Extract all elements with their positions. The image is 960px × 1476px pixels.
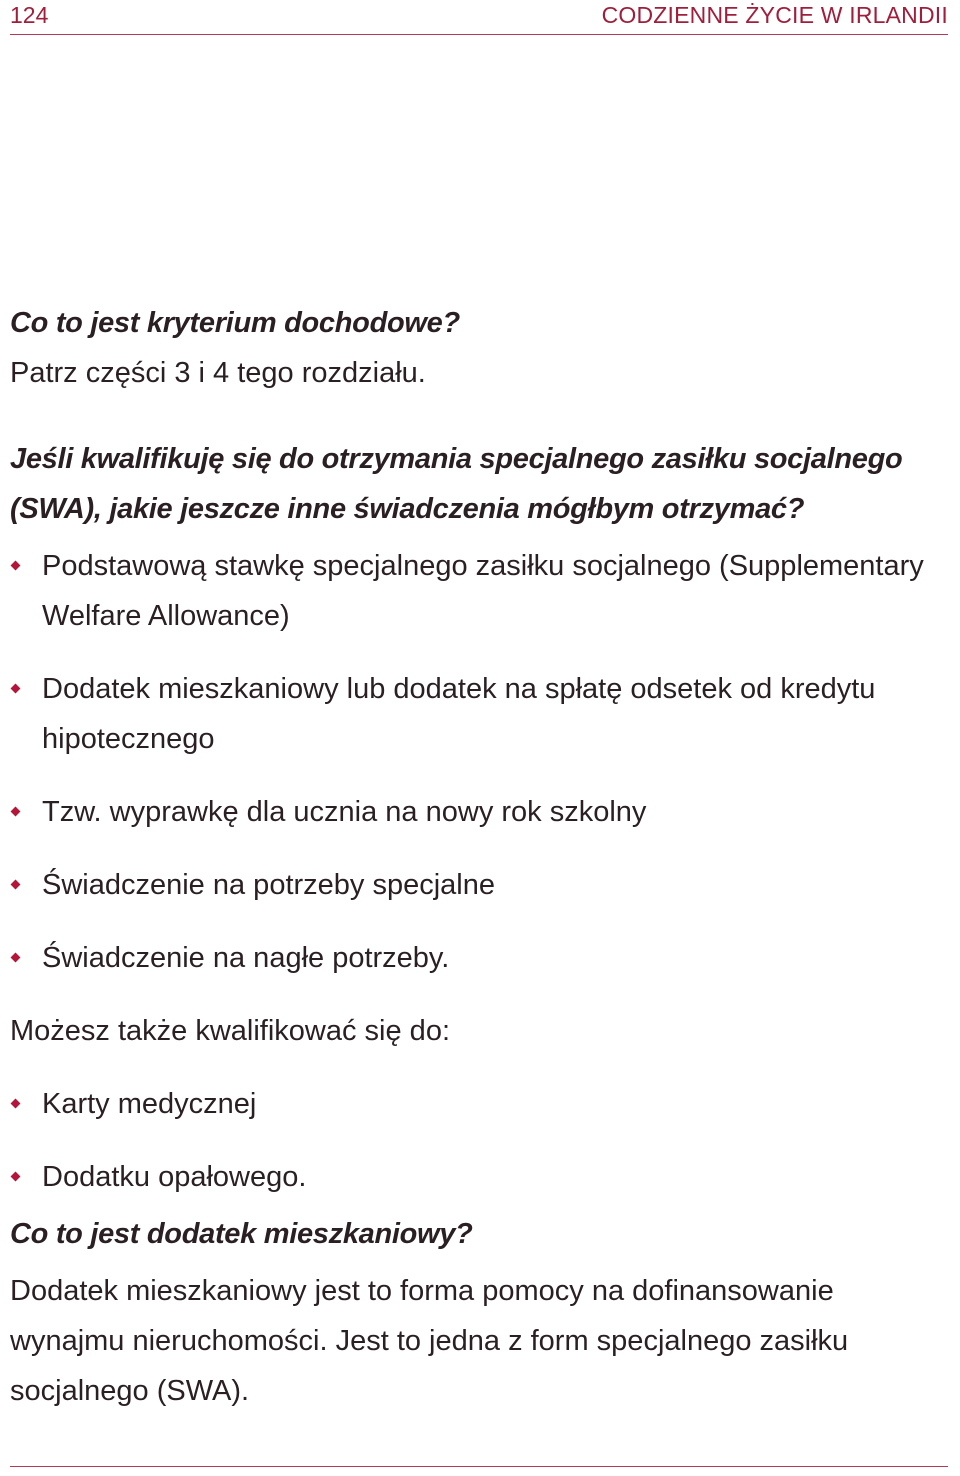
list-item — [10, 933, 950, 983]
page-content — [10, 298, 950, 1416]
swa-benefits-list — [10, 541, 950, 983]
swa-question-heading: Jeśli kwalifikuję się do otrzymania specjalnego zasiłku socjalnego (SWA), jakie jeszcze inne świadczenia mógłbym otrzymać? — [10, 443, 903, 525]
diamond-bullet-icon — [11, 807, 21, 817]
page-header — [10, 0, 948, 35]
list-item — [10, 1152, 950, 1202]
list-item — [10, 787, 950, 837]
footer-rule — [10, 1466, 948, 1467]
rent-answer-text: Dodatek mieszkaniowy jest to forma pomocy na dofinansowanie wynajmu nieruchomości. Jest to jedna z form specjalnego zasiłku socjalnego (SWA). — [10, 1275, 849, 1407]
list-item-text: Dodatku opałowego. — [42, 1161, 307, 1193]
diamond-bullet-icon — [11, 880, 21, 890]
list-item — [10, 664, 950, 764]
diamond-bullet-icon — [11, 684, 21, 694]
list-item — [10, 860, 950, 910]
list-item-text: Świadczenie na potrzeby specjalne — [42, 869, 495, 901]
additional-benefits-list — [10, 1079, 950, 1202]
list-item-text: Tzw. wyprawkę dla ucznia na nowy rok szkolny — [42, 796, 647, 828]
diamond-bullet-icon — [11, 1099, 21, 1109]
running-title: CODZIENNE ŻYCIE W IRLANDII — [601, 2, 948, 28]
list-item — [10, 1079, 950, 1129]
income-question-heading: Co to jest kryterium dochodowe? — [10, 307, 460, 339]
diamond-bullet-icon — [11, 561, 21, 571]
diamond-bullet-icon — [11, 1172, 21, 1182]
list-item-text: Podstawową stawkę specjalnego zasiłku socjalnego (Supplementary Welfare Allowance) — [42, 550, 924, 632]
also-qualify-text: Możesz także kwalifikować się do: — [10, 1015, 450, 1047]
rent-question-heading: Co to jest dodatek mieszkaniowy? — [10, 1218, 473, 1250]
list-item-text: Świadczenie na nagłe potrzeby. — [42, 942, 450, 974]
list-item — [10, 541, 950, 641]
diamond-bullet-icon — [11, 953, 21, 963]
income-answer-text: Patrz części 3 i 4 tego rozdziału. — [10, 357, 426, 389]
page-number: 124 — [10, 2, 49, 28]
list-item-text: Dodatek mieszkaniowy lub dodatek na spłatę odsetek od kredytu hipotecznego — [42, 673, 876, 755]
list-item-text: Karty medycznej — [42, 1088, 257, 1120]
